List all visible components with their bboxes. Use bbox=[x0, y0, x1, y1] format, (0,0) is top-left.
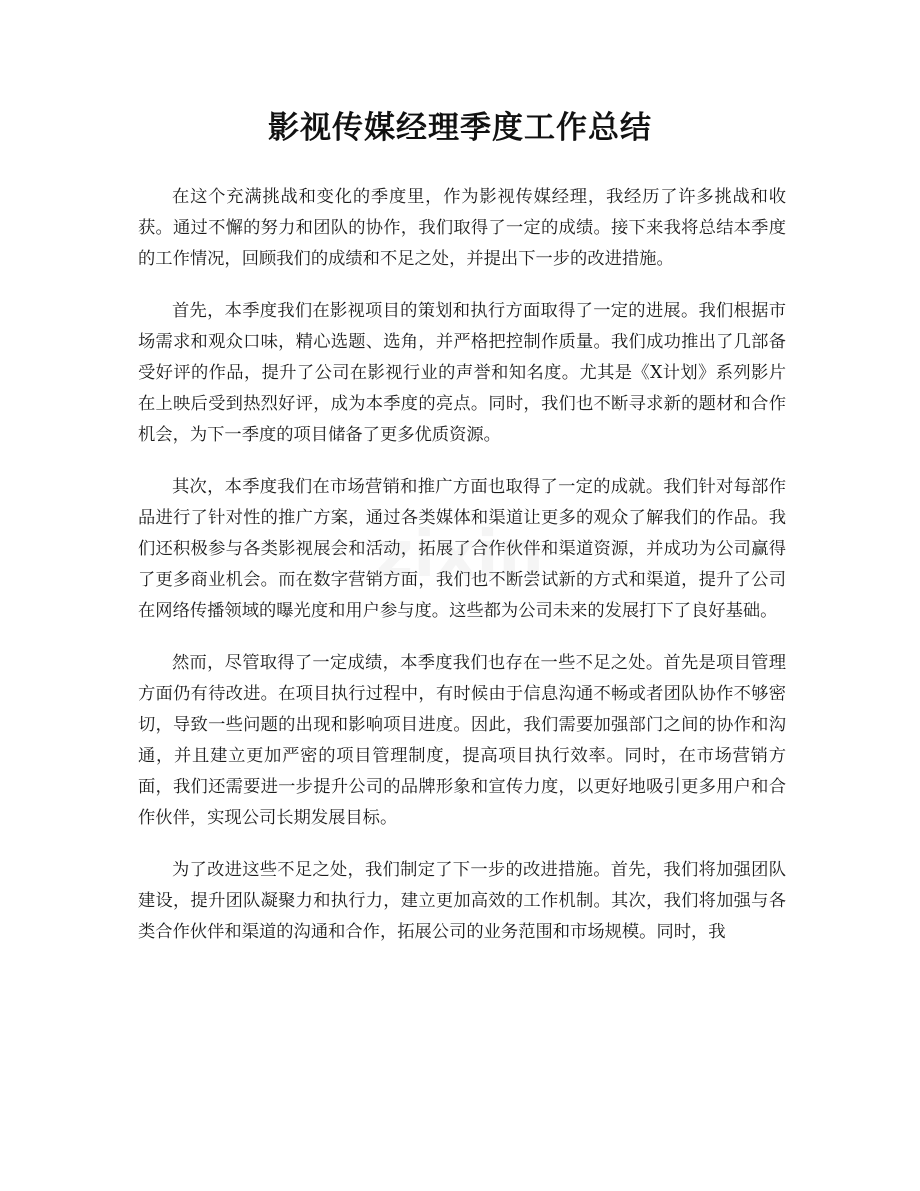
paragraph-intro: 在这个充满挑战和变化的季度里，作为影视传媒经理，我经历了许多挑战和收获。通过不懈的努力和团队的协作，我们取得了一定的成绩。接下来我将总结本季度的工作情况，回顾我们的成绩和不足之处，并提出下一步的改进措施。 bbox=[138, 187, 786, 269]
paragraph-shortcomings: 然而，尽管取得了一定成绩，本季度我们也存在一些不足之处。首先是项目管理方面仍有待改进。在项目执行过程中，有时候由于信息沟通不畅或者团队协作不够密切，导致一些问题的出现和影响项目进度。因此，我们需要加强部门之间的协作和沟通，并且建立更加严密的项目管理制度，提高项目执行效率。同时，在市场营销方面，我们还需要进一步提升公司的品牌形象和宣传力度，以更好地吸引更多用户和合作伙伴，实现公司长期发展目标。 bbox=[138, 653, 786, 828]
paragraph-marketing: 其次，本季度我们在市场营销和推广方面也取得了一定的成就。我们针对每部作品进行了针对性的推广方案，通过各类媒体和渠道让更多的观众了解我们的作品。我们还积极参与各类影视展会和活动，拓展了合作伙伴和渠道资源，并成功为公司赢得了更多商业机会。而在数字营销方面，我们也不断尝试新的方式和渠道，提升了公司在网络传播领域的曝光度和用户参与度。这些都为公司未来的发展打下了良好基础。 bbox=[138, 477, 786, 621]
document-title: 影视传媒经理季度工作总结 bbox=[268, 110, 652, 146]
paragraph-improvements: 为了改进这些不足之处，我们制定了下一步的改进措施。首先，我们将加强团队建设，提升团队凝聚力和执行力，建立更加高效的工作机制。其次，我们将加强与各类合作伙伴和渠道的沟通和合作，拓展公司的业务范围和市场规模。同时，我 bbox=[138, 860, 786, 942]
paragraph-projects: 首先，本季度我们在影视项目的策划和执行方面取得了一定的进展。我们根据市场需求和观众口味，精心选题、选角，并严格把控制作质量。我们成功推出了几部备受好评的作品，提升了公司在影视行业的声誉和知名度。尤其是《X计划》系列影片在上映后受到热烈好评，成为本季度的亮点。同时，我们也不断寻求新的题材和合作机会，为下一季度的项目储备了更多优质资源。 bbox=[138, 301, 786, 445]
watermark: zixin bbox=[376, 518, 544, 592]
document-body bbox=[138, 182, 786, 969]
